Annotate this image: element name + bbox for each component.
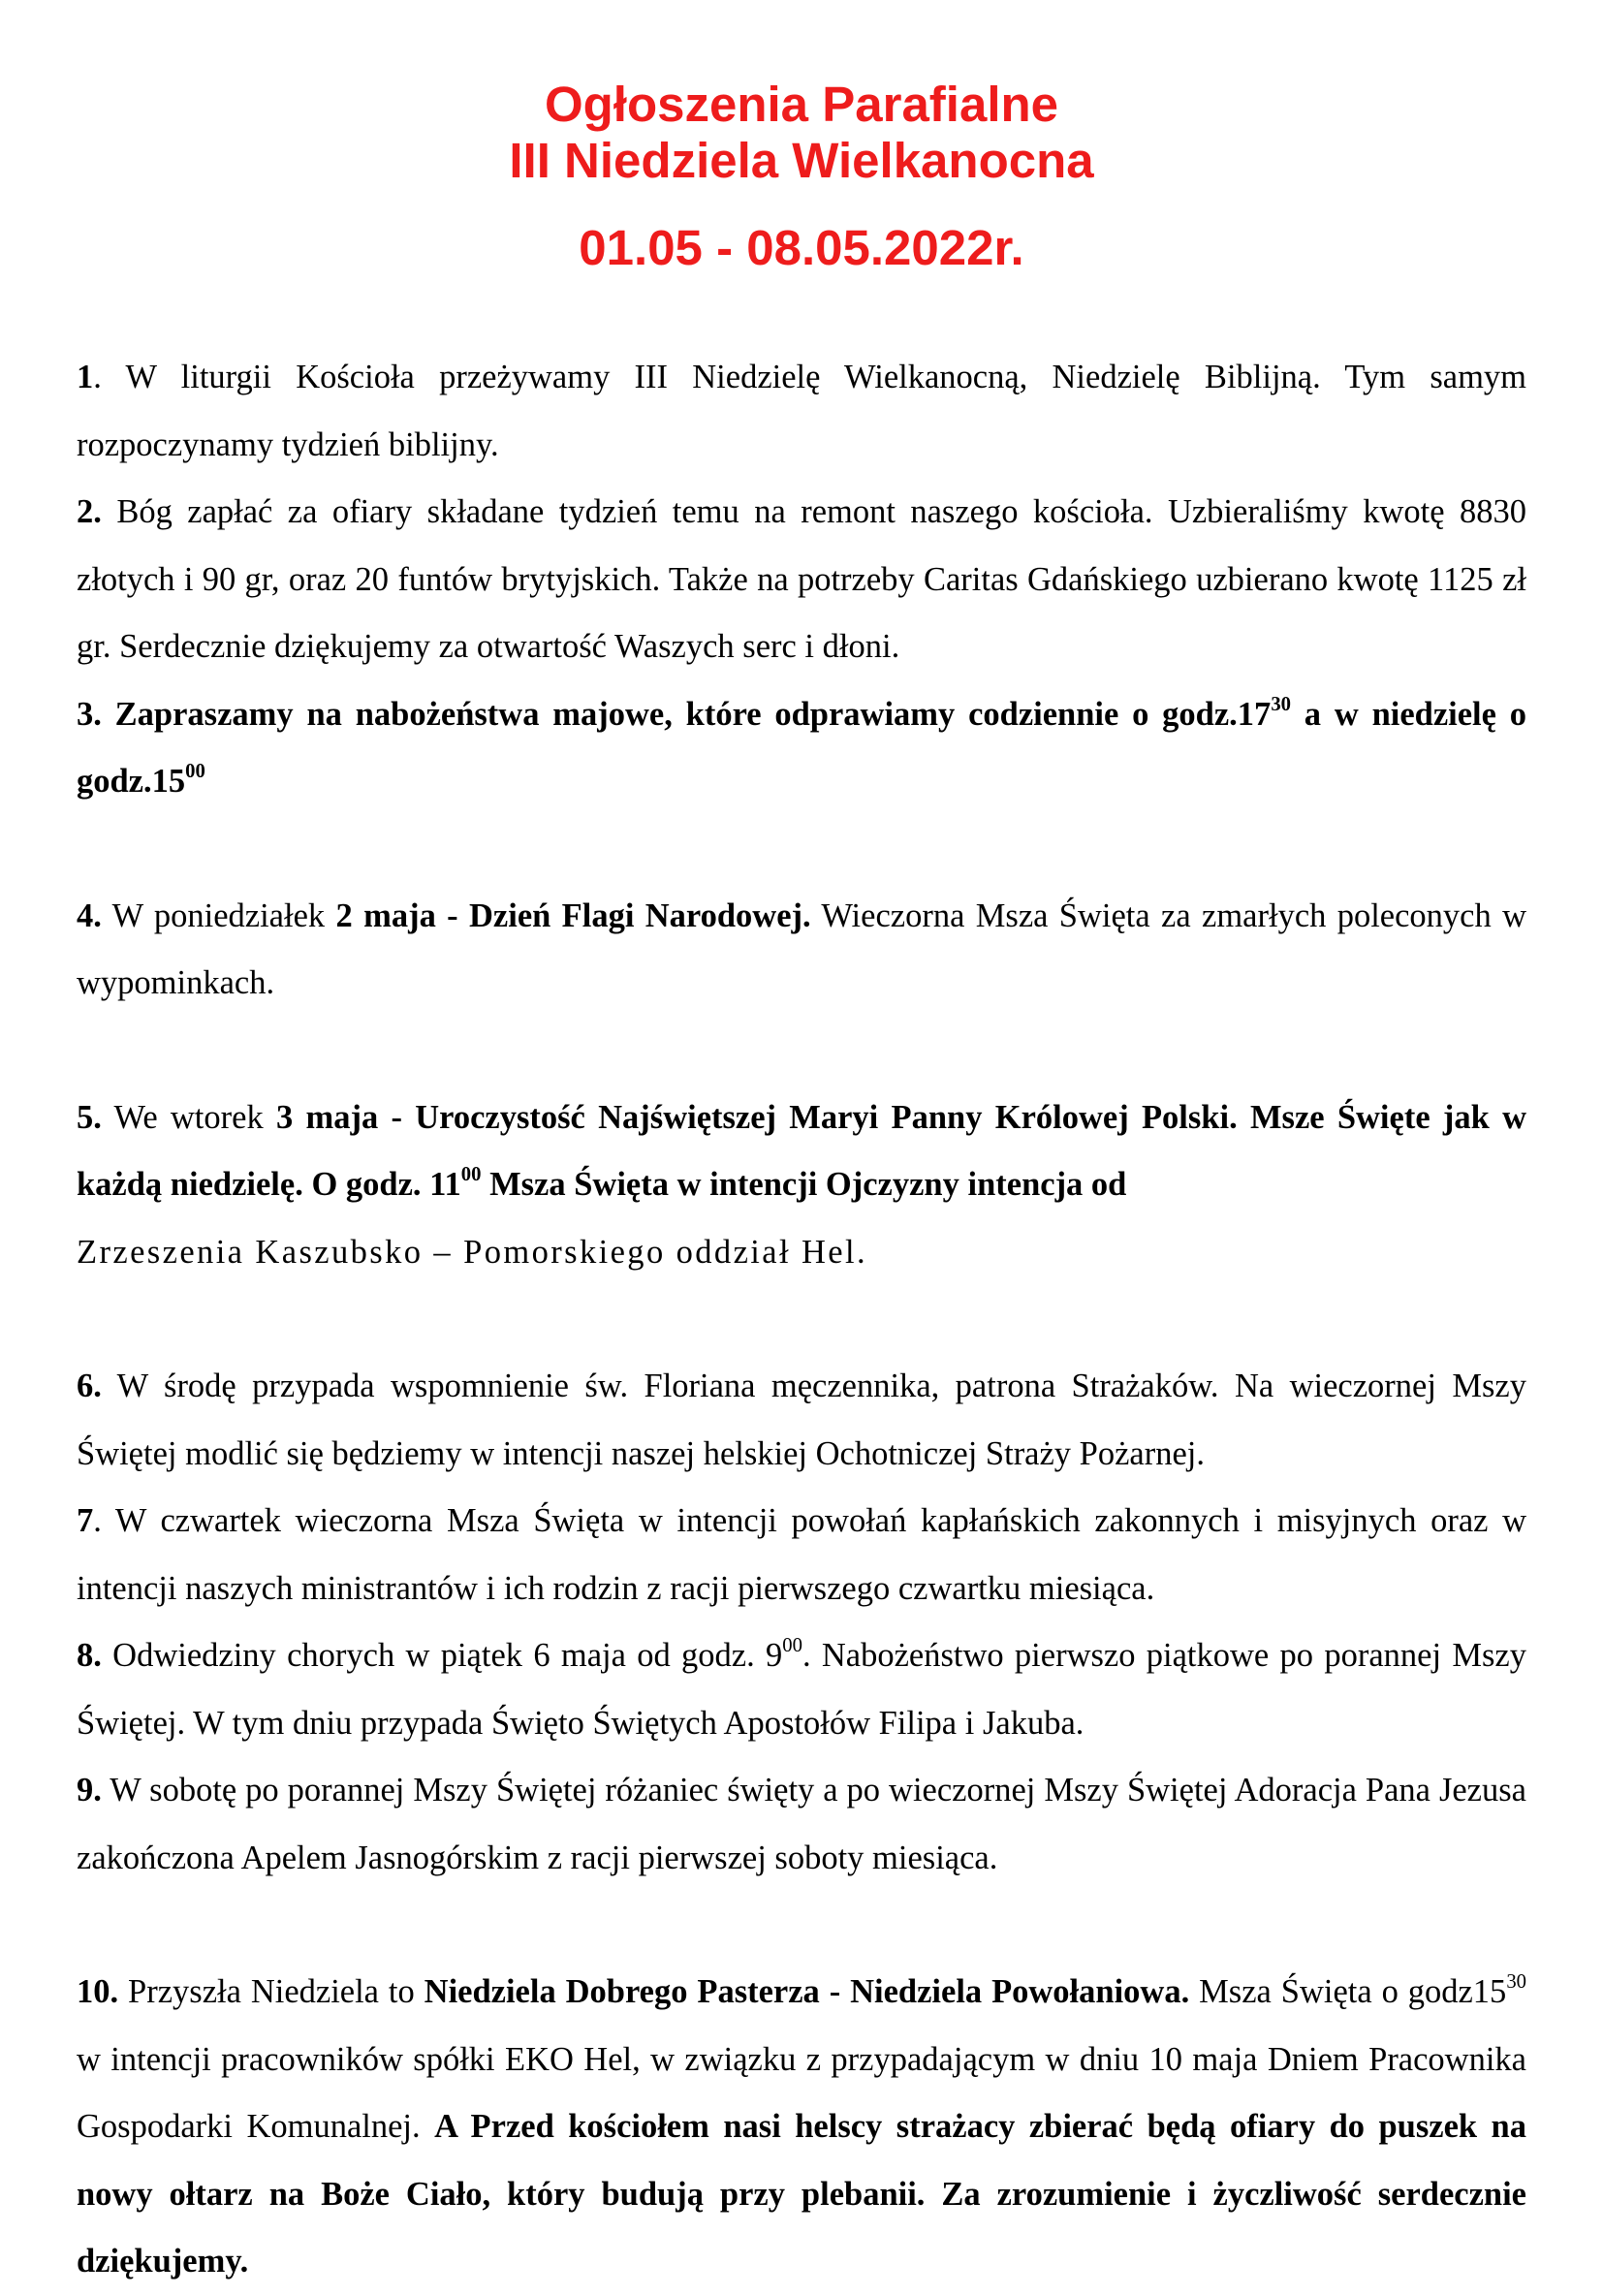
item-text-bold: Niedziela Dobrego Pasterza - Niedziela Powołaniowa. (424, 1973, 1190, 2010)
page-header (0, 78, 1603, 277)
item-text: Msza Święta o godz15 (1189, 1973, 1507, 2010)
item-number: 6. (77, 1368, 102, 1404)
item-text: W środę przypada wspomnienie św. Floriana męczennika, patrona Strażaków. Na wieczornej Mszy Świętej modlić się będziemy w intencji naszej helskiej Ochotniczej Straży Pożarnej. (77, 1368, 1526, 1472)
announcements-list (77, 344, 1526, 2296)
item-text: . W liturgii Kościoła przeżywamy III Niedzielę Wielkanocną, Niedzielę Biblijną. Tym samym rozpoczynamy tydzień biblijny. (77, 359, 1526, 463)
announcement-9 (77, 1757, 1526, 1892)
time-superscript: 30 (1506, 1971, 1526, 1994)
item-text: Zrzeszenia Kaszubsko – Pomorskiego oddział Hel. (77, 1233, 868, 1271)
item-number: 5. (77, 1098, 102, 1136)
item-text-bold: 3. Zapraszamy na nabożeństwa majowe, które odprawiamy codziennie o godz.17 (77, 695, 1272, 733)
time-superscript: 00 (782, 1635, 802, 1657)
date-range: 01.05 - 08.05.2022r. (579, 220, 1024, 275)
time-superscript: 00 (185, 761, 205, 783)
announcement-5 (77, 1085, 1526, 1287)
item-number: 2. (77, 493, 102, 530)
announcement-2 (77, 479, 1526, 681)
item-number: 1 (77, 359, 94, 395)
item-text: We wtorek (101, 1098, 276, 1136)
item-text: Wieczorna Msza Święta za zmarłych poleconych w wypominkach. (77, 896, 1527, 1001)
time-superscript: 30 (1271, 693, 1291, 715)
item-text-bold: Msza Święta w intencji Ojczyzny intencja od (481, 1166, 1127, 1203)
announcement-4 (77, 883, 1526, 1018)
item-text: . Nabożeństwo pierwszo piątkowe po porannej Mszy Świętej. W tym dniu przypada Święto Świętych Apostołów Filipa i Jakuba. (77, 1637, 1526, 1742)
announcement-3 (77, 681, 1526, 816)
announcement-10 (77, 1959, 1526, 2296)
item-text: . W czwartek wieczorna Msza Święta w intencji powołań kapłańskich zakonnych i misyjnych oraz w intencji naszych ministrantów i ich rodzin z racji pierwszego czwartku miesiąca. (77, 1502, 1526, 1607)
item-text: Przyszła Niedziela to (118, 1973, 424, 2010)
item-text: Odwiedziny chorych w piątek 6 maja od godz. 9 (101, 1637, 783, 1674)
item-text-bold: a w niedzielę o godz.15 (77, 695, 1526, 800)
item-number: 8. (77, 1637, 102, 1674)
time-superscript: 00 (460, 1164, 482, 1186)
item-text-bold: A Przed kościołem nasi helscy strażacy zbierać będą ofiary do puszek na nowy ołtarz na Boże Ciało, który budują przy plebanii. Za zrozumienie i życzliwość serdecznie dziękujemy. (77, 2108, 1526, 2280)
announcement-7 (77, 1488, 1526, 1622)
item-number: 10. (77, 1973, 119, 2010)
page-subtitle: III Niedziela Wielkanocna (509, 133, 1094, 188)
page-title: Ogłoszenia Parafialne (544, 77, 1059, 132)
item-text: W poniedziałek (101, 896, 336, 934)
item-number: 7 (77, 1502, 94, 1539)
item-text: W sobotę po porannej Mszy Świętej różaniec święty a po wieczornej Mszy Świętej Adoracja Pana Jezusa zakończona Apelem Jasnogórskim z racji pierwszej soboty miesiąca. (77, 1772, 1526, 1876)
announcement-8 (77, 1622, 1526, 1757)
item-text: Bóg zapłać za ofiary składane tydzień temu na remont naszego kościoła. Uzbieraliśmy kwotę 8830 złotych i 90 gr, oraz 20 funtów brytyjskich. Także na potrzeby Caritas Gdańskiego uzbierano kwotę 1125 zł gr. Serdecznie dziękujemy za otwartość Waszych serc i dłoni. (77, 493, 1526, 665)
item-text-bold: 2 maja - Dzień Flagi Narodowej. (335, 896, 811, 934)
item-number: 4. (77, 896, 102, 934)
item-text-bold: 3 maja - Uroczystość Najświętszej Maryi Panny Królowej Polski. Msze Święte jak w każdą niedzielę. O godz. 11 (77, 1098, 1527, 1203)
announcement-1 (77, 344, 1526, 479)
item-text: w intencji pracowników spółki EKO Hel, w związku z przypadającym w dniu 10 maja Dniem Pracownika Gospodarki Komunalnej. (77, 2040, 1526, 2145)
item-number: 9. (77, 1772, 102, 1808)
announcement-6 (77, 1353, 1526, 1488)
